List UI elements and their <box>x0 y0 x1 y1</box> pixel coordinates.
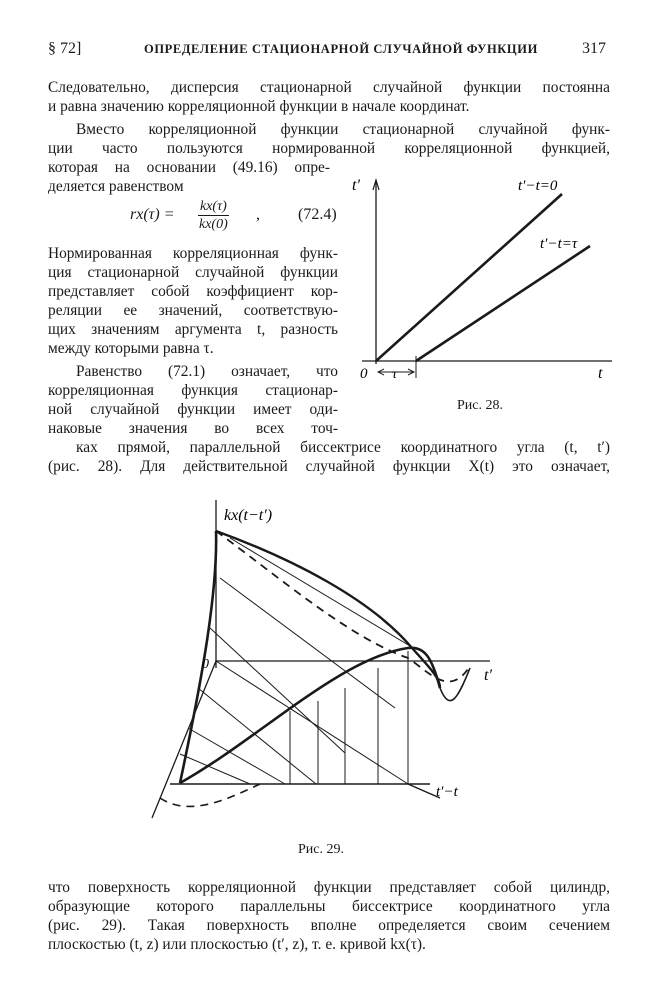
fig29-label-origin: 0 <box>202 657 209 672</box>
fig29-bottom-dashed <box>160 784 260 806</box>
text-line: Нормированная корреляционная функ- <box>48 245 338 262</box>
figure-29 <box>140 498 510 828</box>
running-title: ОПРЕДЕЛЕНИЕ СТАЦИОНАРНОЙ СЛУЧАЙНОЙ ФУНКЦИИ <box>144 42 538 56</box>
text-line: образующие которого параллельны биссектрисе координатного угла <box>48 898 610 915</box>
text-line: что поверхность корреляционной функции представляет собой цилиндр, <box>48 879 610 896</box>
text-line: плоскостью (t, z) или плоскостью (t′, z), т. е. кривой kx(τ). <box>48 936 426 953</box>
fig28-line-tau <box>416 246 590 361</box>
fig29-section-curve <box>180 648 440 783</box>
text-line: Равенство (72.1) означает, что <box>76 363 338 380</box>
text-line: ках прямой, параллельной биссектрисе координатного угла (t, t′) <box>76 439 610 456</box>
fig28-label-tau: τ <box>392 367 398 382</box>
figure-29-caption: Рис. 29. <box>298 842 344 857</box>
equation-numerator: kx(τ) <box>200 199 227 214</box>
fig28-label-t-prime: t′ <box>352 177 360 194</box>
text-line: и равна значению корреляционной функции в начале координат. <box>48 98 470 115</box>
fig28-label-t: t <box>598 365 603 382</box>
text-line: реляции ее значений, соответствую- <box>48 302 338 319</box>
text-line: (рис. 28). Для действительной случайной функции X(t) это означает, <box>48 458 610 475</box>
figure-28-caption: Рис. 28. <box>457 398 503 413</box>
fig28-label-line2: t′−t=τ <box>540 236 578 252</box>
section-number: § 72] <box>48 40 82 57</box>
figure-28 <box>340 168 618 386</box>
text-line: ной случайной функции имеет оди- <box>48 401 338 418</box>
equation-comma: , <box>256 206 260 223</box>
text-line: щих значениям аргумента t, разность <box>48 321 338 338</box>
fig29-t-axis <box>152 661 216 818</box>
text-line: деляется равенством <box>48 178 184 195</box>
text-line: Вместо корреляционной функции стационарной случайной функ- <box>76 121 610 138</box>
text-line: (рис. 29). Такая поверхность вполне определяется своим сечением <box>48 917 610 934</box>
text-line: между которыми равна τ. <box>48 340 214 357</box>
fig29-label-t-prime: t′ <box>484 667 492 684</box>
equation-denominator: kx(0) <box>199 217 228 232</box>
text-line: которая на основании (49.16) опре- <box>48 159 330 176</box>
running-header <box>48 40 606 64</box>
equation-72-4 <box>130 198 350 238</box>
fig28-line-tau-zero <box>376 194 562 361</box>
equation-fraction <box>198 198 229 233</box>
text-line: наковые значения во всех точ- <box>48 420 338 437</box>
equation-number: (72.4) <box>298 206 337 223</box>
fig29-front-curve <box>180 531 216 783</box>
page-number: 317 <box>582 40 606 57</box>
text-line: ция стационарной случайной функции <box>48 264 338 281</box>
fig29-label-diag: t′−t <box>436 784 458 800</box>
fig29-label-k: kx(t−t′) <box>224 507 273 524</box>
fig28-label-origin: 0 <box>360 366 368 382</box>
text-line: Следовательно, дисперсия стационарной случайной функции постоянна <box>48 79 610 96</box>
text-line: корреляционная функция стационар- <box>48 382 338 399</box>
fig28-label-line1: t′−t=0 <box>518 178 558 194</box>
equation-lhs: rx(τ) = <box>130 206 175 223</box>
text-line: ции часто пользуются нормированной корреляционной функцией, <box>48 140 610 157</box>
text-line: представляет собой коэффициент кор- <box>48 283 338 300</box>
